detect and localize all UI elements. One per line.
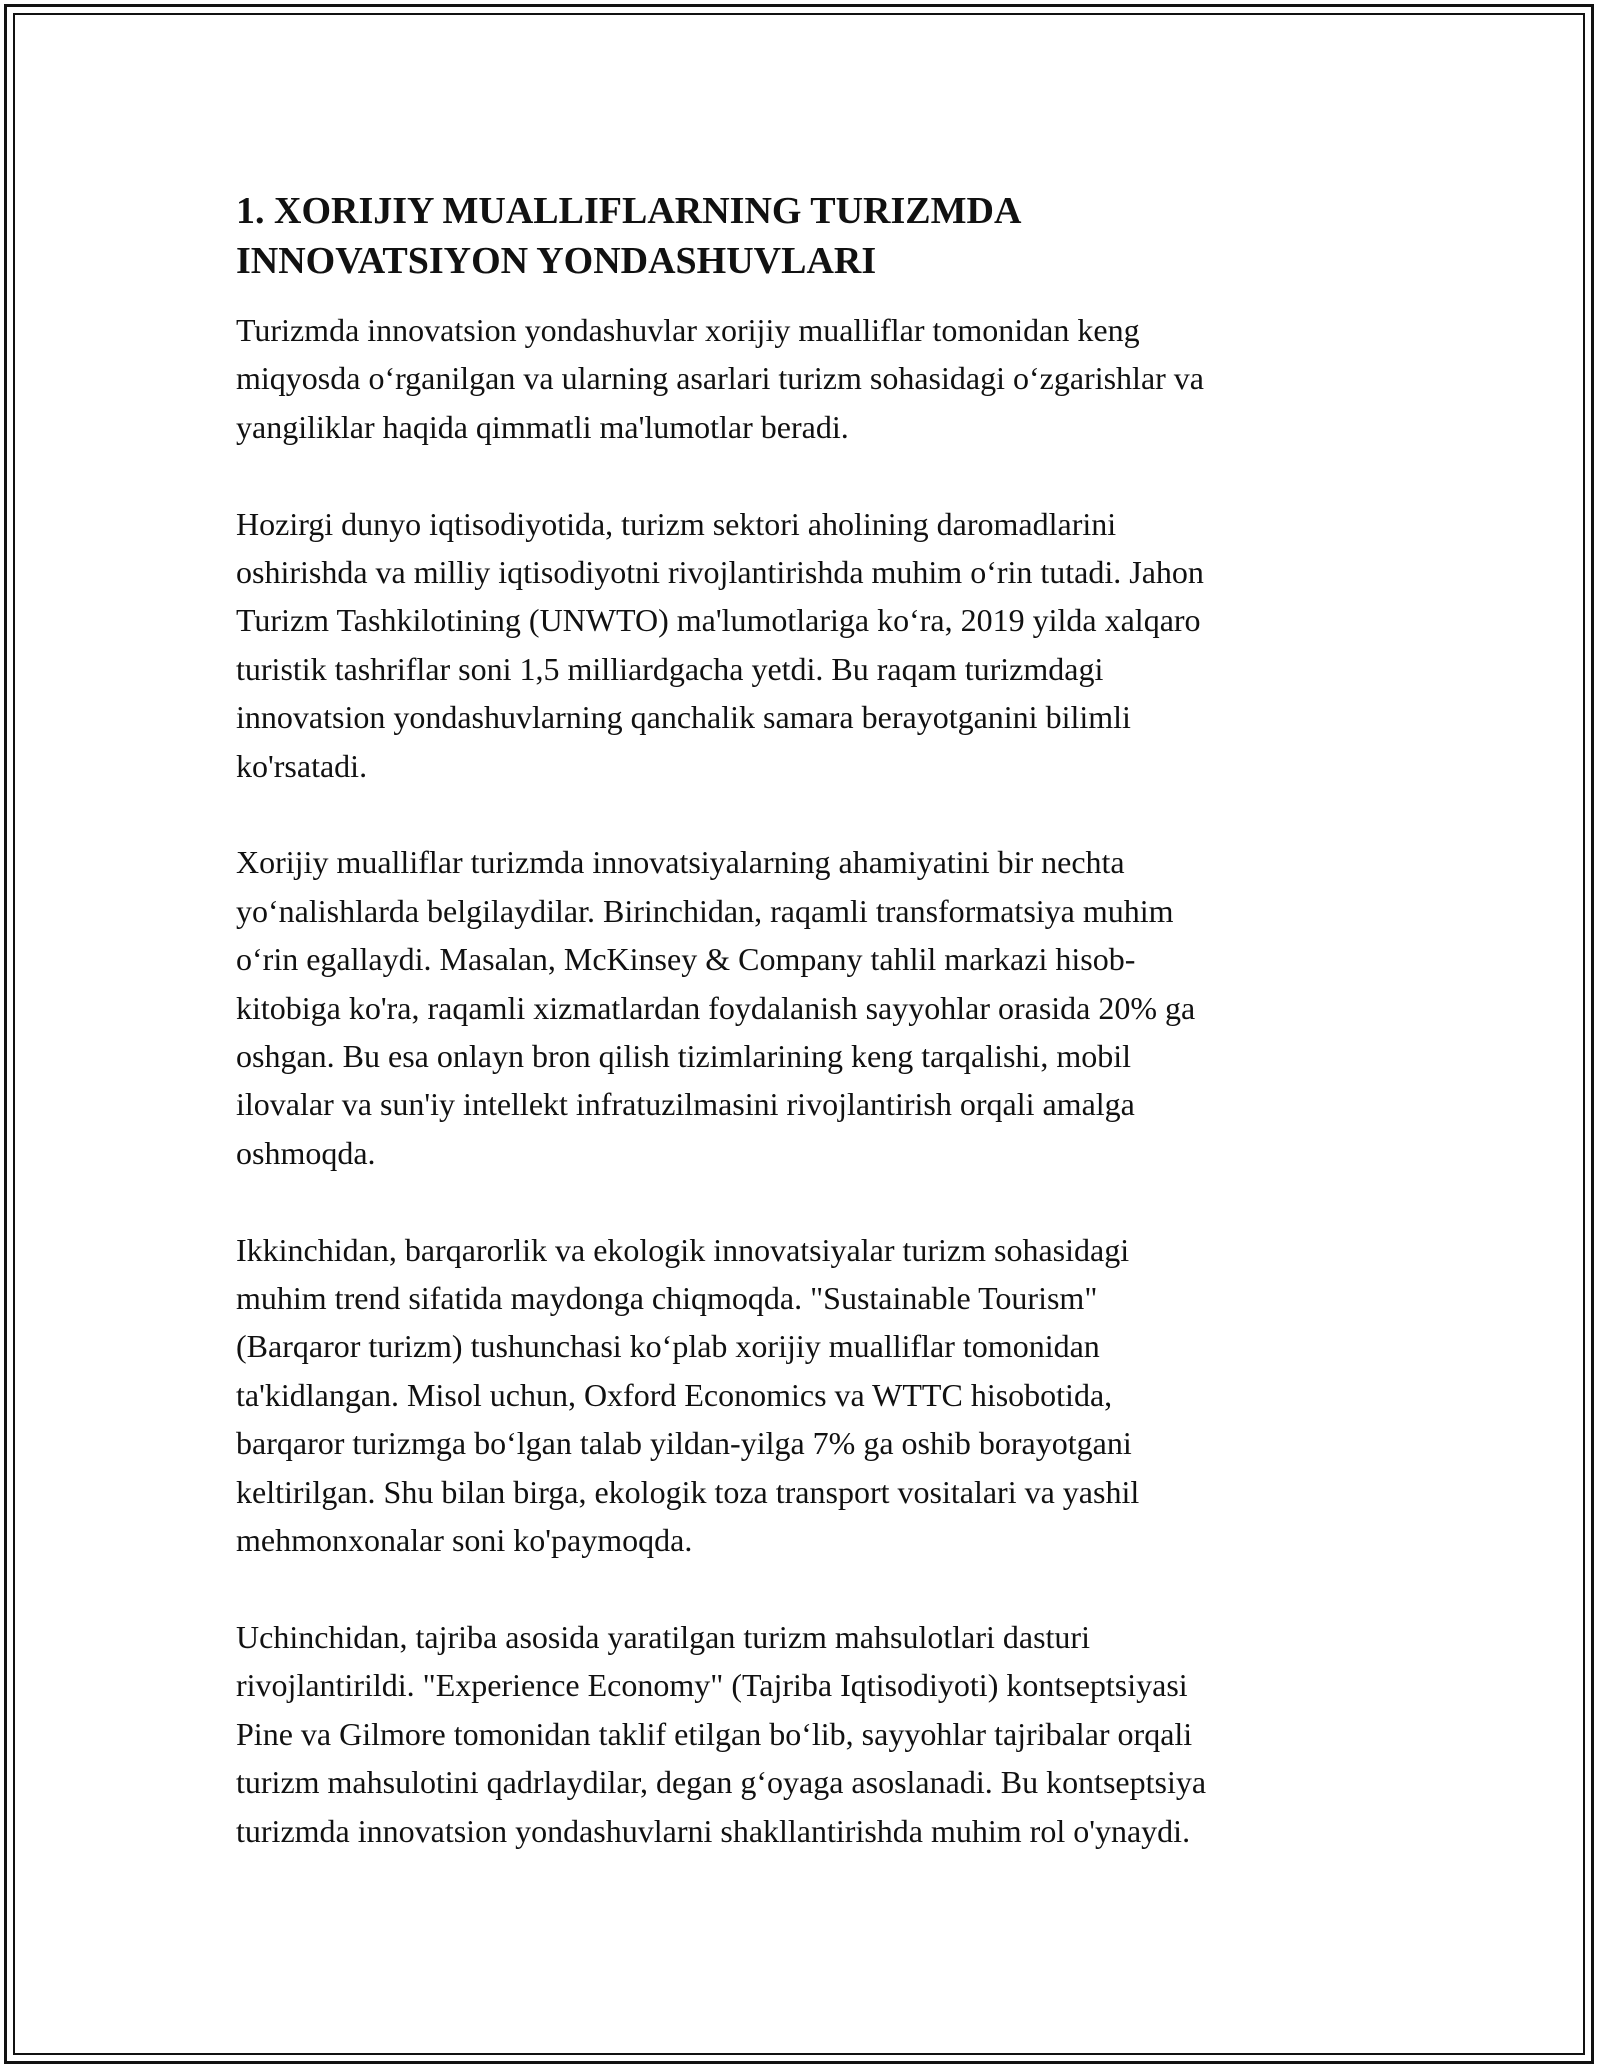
section-heading: 1. XORIJIY MUALLIFLARNING TURIZMDA INNOVATSIYON YONDASHUVLARI <box>236 190 1022 282</box>
paragraph-sustainability: Ikkinchidan, barqarorlik va ekologik innovatsiyalar turizm sohasidagi muhim trend sifatida maydonga chiqmoqda. "Sustainable Tourism" (Barqaror turizm) tushunchasi ko‘plab xorijiy mualliflar tomonidan ta'kidlangan. Misol uchun, Oxford Economics va WTTC hisobotida, barqaror turizmga bo‘lgan talab yildan-yilga 7% ga oshib borayotgani keltirilgan. Shu bilan birga, ekologik toza transport vositalari va yashil mehmonxonalar soni ko'paymoqda. <box>236 1231 1140 1559</box>
paragraph-experience: Uchinchidan, tajriba asosida yaratilgan turizm mahsulotlari dasturi rivojlantirildi. "Experience Economy" (Tajriba Iqtisodiyoti) kontseptsiyasi Pine va Gilmore tomonidan taklif etilgan bo‘lib, sayyohlar tajribalar orqali turizm mahsulotini qadrlaydilar, degan g‘oyaga asoslanadi. Bu kontseptsiya turizmda innovatsion yondashuvlarni shakllantirishda muhim rol o'ynaydi. <box>236 1618 1207 1849</box>
paragraph-intro: Turizmda innovatsion yondashuvlar xorijiy mualliflar tomonidan keng miqyosda o‘rganilgan va ularning asarlari turizm sohasidagi o‘zgarishlar va yangiliklar haqida qimmatli ma'lumotlar beradi. <box>236 312 1204 445</box>
paragraph-economy: Hozirgi dunyo iqtisodiyotida, turizm sektori aholining daromadlarini oshirishda va milliy iqtisodiyotni rivojlantirishda muhim o‘rin tutadi. Jahon Turizm Tashkilotining (UNWTO) ma'lumotlariga ko‘ra, 2019 yilda xalqaro turistik tashriflar soni 1,5 milliardgacha yetdi. Bu raqam turizmdagi innovatsion yondashuvlarning qanchalik samara berayotganini bilimli ko'rsatadi. <box>236 505 1204 784</box>
paragraph-digital: Xorijiy mualliflar turizmda innovatsiyalarning ahamiyatini bir nechta yo‘nalishlarda belgilaydilar. Birinchidan, raqamli transformatsiya muhim o‘rin egallaydi. Masalan, McKinsey & Company tahlil markazi hisob- kitobiga ko'ra, raqamli xizmatlardan foydalanish sayyohlar orasida 20% ga oshgan. Bu esa onlayn bron qilish tizimlarining keng tarqalishi, mobil ilovalar va sun'iy intellekt infratuzilmasini rivojlantirish orqali amalga oshmoqda. <box>236 844 1196 1171</box>
document-body <box>236 186 1366 1903</box>
